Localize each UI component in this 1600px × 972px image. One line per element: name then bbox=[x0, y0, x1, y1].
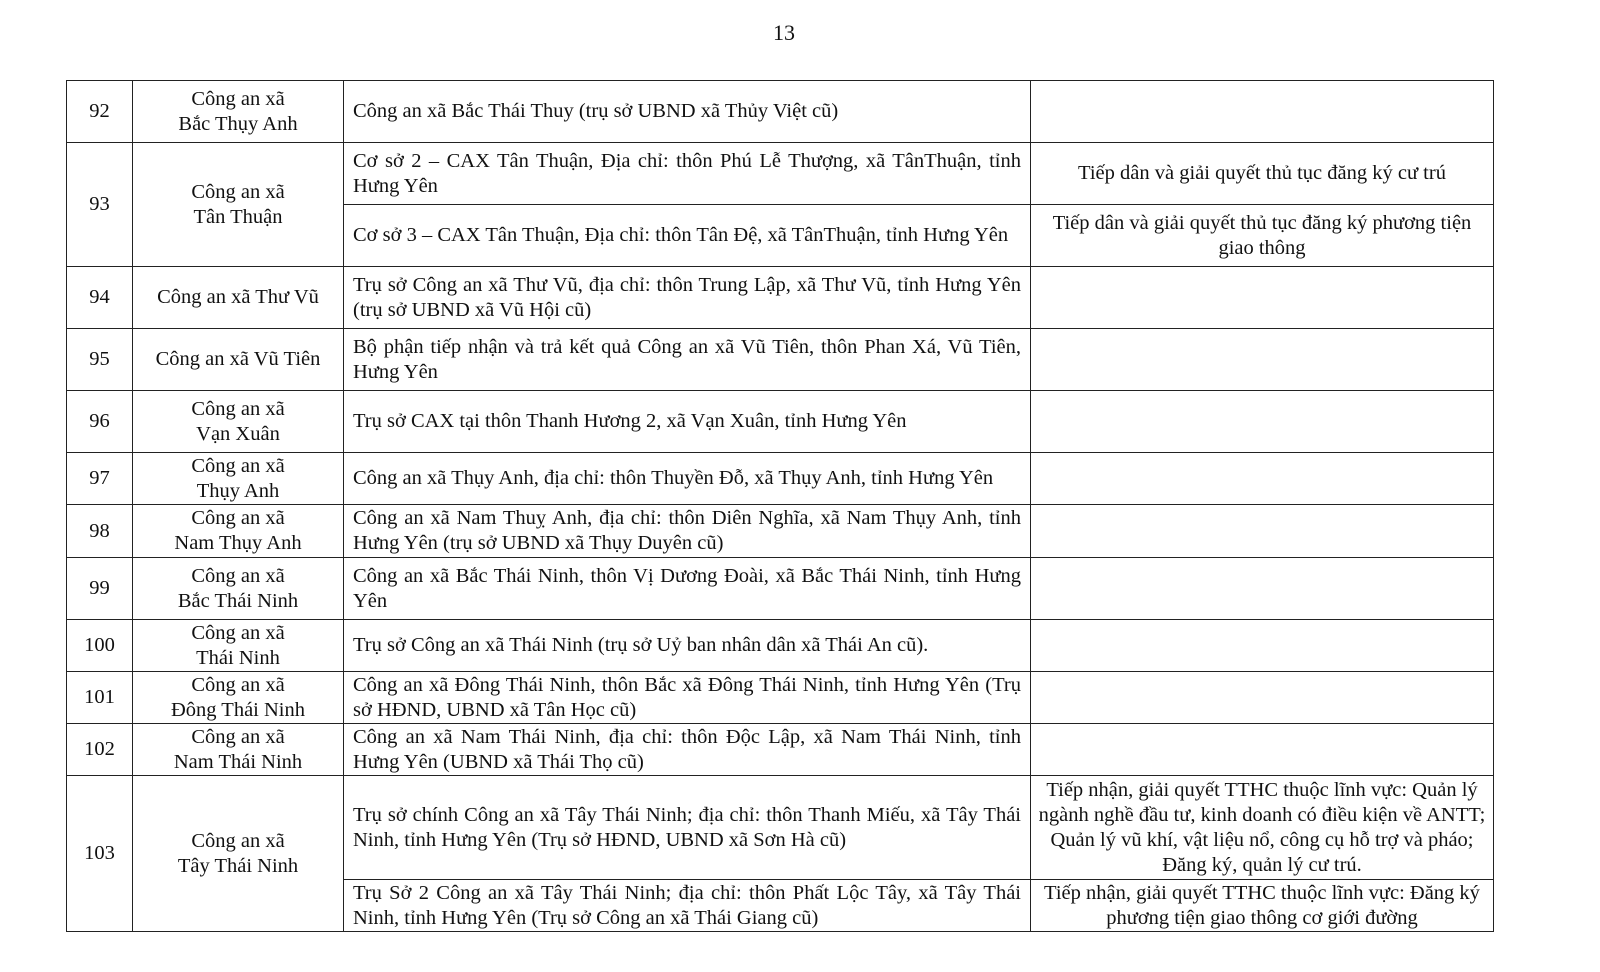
page-number: 13 bbox=[773, 20, 795, 45]
unit-name-line: Công an xã Vũ Tiên bbox=[155, 348, 321, 370]
table-row bbox=[67, 620, 1494, 672]
table-row bbox=[67, 672, 1494, 724]
task-cell bbox=[1031, 724, 1494, 776]
unit-name-cell bbox=[133, 81, 344, 143]
unit-name-line: Công an xã bbox=[191, 564, 285, 587]
task-cell bbox=[1031, 81, 1494, 143]
unit-name-line: Công an xã bbox=[191, 725, 285, 748]
row-number: 100 bbox=[67, 620, 133, 672]
table-row bbox=[67, 81, 1494, 143]
unit-name-cell bbox=[133, 776, 344, 932]
task-cell bbox=[1031, 329, 1494, 391]
unit-name-cell bbox=[133, 267, 344, 329]
unit-name-line: Công an xã bbox=[191, 621, 285, 644]
row-number: 102 bbox=[67, 724, 133, 776]
row-number: 95 bbox=[67, 329, 133, 391]
table-row bbox=[67, 724, 1494, 776]
unit-name-cell bbox=[133, 620, 344, 672]
task-cell: Tiếp nhận, giải quyết TTHC thuộc lĩnh vực: Quản lý ngành nghề đầu tư, kinh doanh có điều kiện về ANTT; Quản lý vũ khí, vật liệu nổ, công cụ hỗ trợ và pháo; Đăng ký, quản lý cư trú. bbox=[1031, 776, 1494, 880]
location-cell: Công an xã Nam Thái Ninh, địa chỉ: thôn Độc Lập, xã Nam Thái Ninh, tỉnh Hưng Yên (UBND xã Thái Thọ cũ) bbox=[344, 724, 1031, 776]
row-number: 103 bbox=[67, 776, 133, 932]
row-number: 94 bbox=[67, 267, 133, 329]
unit-name-line: Nam Thái Ninh bbox=[173, 750, 303, 773]
table-row bbox=[67, 329, 1494, 391]
task-cell bbox=[1031, 267, 1494, 329]
unit-name-line: Nam Thụy Anh bbox=[174, 532, 302, 554]
location-cell: Cơ sở 3 – CAX Tân Thuận, Địa chỉ: thôn Tân Đệ, xã TânThuận, tỉnh Hưng Yên bbox=[344, 205, 1031, 267]
unit-name-cell bbox=[133, 558, 344, 620]
unit-name-line: Tây Thái Ninh bbox=[177, 854, 299, 877]
row-number: 99 bbox=[67, 558, 133, 620]
location-cell: Công an xã Đông Thái Ninh, thôn Bắc xã Đông Thái Ninh, tỉnh Hưng Yên (Trụ sở HĐND, UBND xã Tân Học cũ) bbox=[344, 672, 1031, 724]
unit-name-line: Công an xã bbox=[191, 829, 285, 852]
unit-name-line: Công an xã Thư Vũ bbox=[157, 286, 319, 308]
unit-name-cell bbox=[133, 453, 344, 505]
task-cell bbox=[1031, 505, 1494, 558]
unit-name-cell bbox=[133, 391, 344, 453]
unit-name-line: Công an xã bbox=[191, 507, 285, 529]
unit-name-line: Bắc Thái Ninh bbox=[177, 589, 299, 612]
location-cell: Công an xã Thụy Anh, địa chỉ: thôn Thuyền Đỗ, xã Thụy Anh, tỉnh Hưng Yên bbox=[344, 453, 1031, 505]
unit-name-cell bbox=[133, 143, 344, 267]
location-cell: Trụ sở Công an xã Thái Ninh (trụ sở Uỷ ban nhân dân xã Thái An cũ). bbox=[344, 620, 1031, 672]
unit-name-line: Công an xã bbox=[191, 673, 285, 696]
row-number: 92 bbox=[67, 81, 133, 143]
unit-name-line: Công an xã bbox=[191, 87, 285, 110]
unit-name-line: Vạn Xuân bbox=[196, 422, 280, 445]
table-row bbox=[67, 267, 1494, 329]
table-row bbox=[67, 391, 1494, 453]
unit-name-line: Thụy Anh bbox=[196, 479, 280, 502]
location-cell: Công an xã Bắc Thái Thuy (trụ sở UBND xã Thủy Việt cũ) bbox=[344, 81, 1031, 143]
task-cell: Tiếp dân và giải quyết thủ tục đăng ký phương tiện giao thông bbox=[1031, 205, 1494, 267]
task-cell bbox=[1031, 620, 1494, 672]
location-cell: Trụ sở CAX tại thôn Thanh Hương 2, xã Vạn Xuân, tỉnh Hưng Yên bbox=[344, 391, 1031, 453]
table-row bbox=[67, 776, 1494, 880]
unit-name-cell bbox=[133, 724, 344, 776]
location-cell: Bộ phận tiếp nhận và trả kết quả Công an xã Vũ Tiên, thôn Phan Xá, Vũ Tiên, Hưng Yên bbox=[344, 329, 1031, 391]
location-cell: Cơ sở 2 – CAX Tân Thuận, Địa chỉ: thôn Phú Lễ Thượng, xã TânThuận, tỉnh Hưng Yên bbox=[344, 143, 1031, 205]
row-number: 93 bbox=[67, 143, 133, 267]
commune-police-table bbox=[66, 80, 1494, 932]
row-number: 98 bbox=[67, 505, 133, 558]
table-row bbox=[67, 143, 1494, 205]
task-cell bbox=[1031, 672, 1494, 724]
location-cell: Trụ sở chính Công an xã Tây Thái Ninh; địa chỉ: thôn Thanh Miếu, xã Tây Thái Ninh, tỉnh Hưng Yên (Trụ sở HĐND, UBND xã Sơn Hà cũ) bbox=[344, 776, 1031, 880]
unit-name-line: Bắc Thụy Anh bbox=[178, 112, 298, 135]
location-cell: Trụ Sở 2 Công an xã Tây Thái Ninh; địa chỉ: thôn Phất Lộc Tây, xã Tây Thái Ninh, tỉnh Hưng Yên (Trụ sở Công an xã Thái Giang cũ) bbox=[344, 880, 1031, 932]
row-number: 97 bbox=[67, 453, 133, 505]
row-number: 101 bbox=[67, 672, 133, 724]
task-cell: Tiếp dân và giải quyết thủ tục đăng ký cư trú bbox=[1031, 143, 1494, 205]
unit-name-line: Công an xã bbox=[191, 180, 285, 203]
location-cell: Trụ sở Công an xã Thư Vũ, địa chỉ: thôn Trung Lập, xã Thư Vũ, tỉnh Hưng Yên (trụ sở UBND xã Vũ Hội cũ) bbox=[344, 267, 1031, 329]
table-row bbox=[67, 453, 1494, 505]
task-cell bbox=[1031, 558, 1494, 620]
table-row bbox=[67, 505, 1494, 558]
table-row bbox=[67, 558, 1494, 620]
location-cell: Công an xã Bắc Thái Ninh, thôn Vị Dương Đoài, xã Bắc Thái Ninh, tỉnh Hưng Yên bbox=[344, 558, 1031, 620]
unit-name-line: Đông Thái Ninh bbox=[170, 698, 305, 721]
unit-name-line: Thái Ninh bbox=[196, 646, 280, 669]
task-cell bbox=[1031, 391, 1494, 453]
location-cell: Công an xã Nam Thuỵ Anh, địa chỉ: thôn Diên Nghĩa, xã Nam Thụy Anh, tỉnh Hưng Yên (trụ sở UBND xã Thụy Duyên cũ) bbox=[344, 505, 1031, 558]
unit-name-line: Công an xã bbox=[191, 454, 285, 477]
unit-name-cell bbox=[133, 672, 344, 724]
task-cell: Tiếp nhận, giải quyết TTHC thuộc lĩnh vực: Đăng ký phương tiện giao thông cơ giới đường bbox=[1031, 880, 1494, 932]
unit-name-line: Công an xã bbox=[191, 397, 285, 420]
row-number: 96 bbox=[67, 391, 133, 453]
task-cell bbox=[1031, 453, 1494, 505]
unit-name-cell bbox=[133, 329, 344, 391]
unit-name-line: Tân Thuận bbox=[193, 205, 283, 228]
unit-name-cell bbox=[133, 505, 344, 558]
